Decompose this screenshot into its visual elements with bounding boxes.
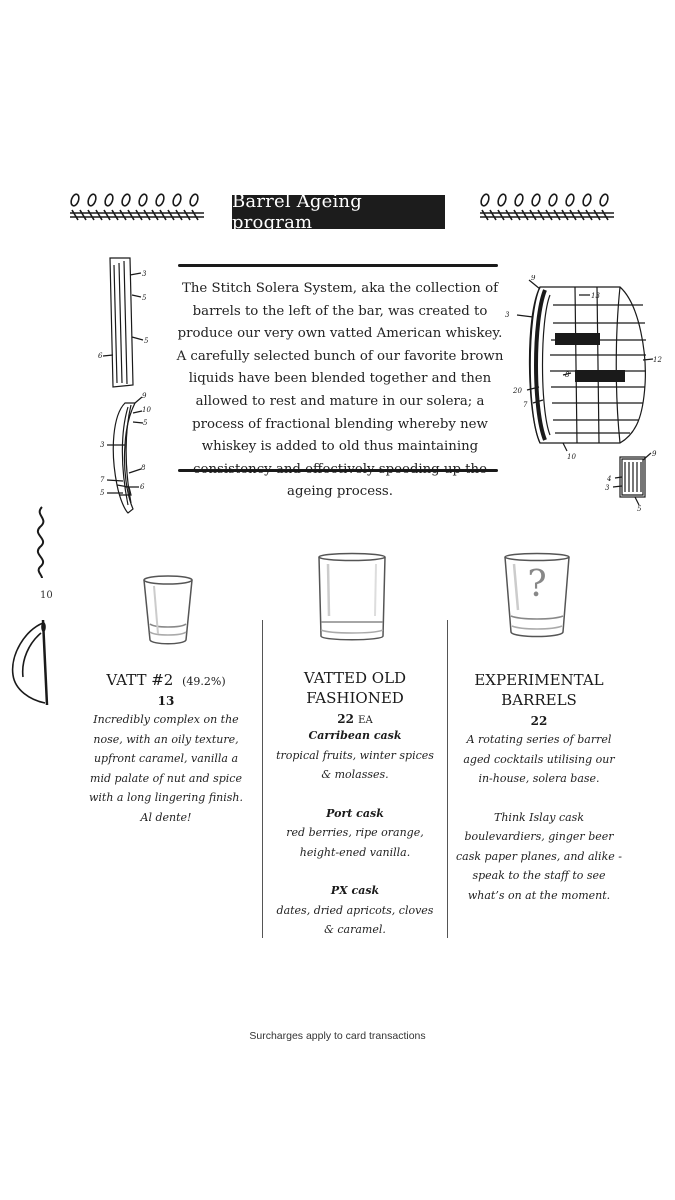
shot-glass-icon (140, 574, 196, 648)
svg-text:6: 6 (140, 483, 145, 491)
drink-description: Incredibly complex on the nose, with an oily texture, upfront caramel, vanilla a mid palate of nut and spice with a long lingering finish. Al dente! (89, 713, 243, 824)
cask-notes: dates, dried apricots, cloves & caramel. (276, 903, 434, 936)
cask-name: PX cask (330, 884, 380, 897)
cask-notes: red berries, ripe orange, height-ened vanilla. (286, 826, 424, 859)
svg-text:3: 3 (100, 441, 105, 449)
svg-text:10: 10 (567, 453, 576, 461)
svg-text:10: 10 (142, 406, 151, 414)
svg-text:4: 4 (607, 475, 612, 483)
drink-card-vatt (82, 670, 250, 827)
drink-title (82, 670, 250, 692)
svg-text:5: 5 (100, 489, 105, 497)
needle-thread-ornament (5, 615, 55, 710)
cask-notes: tropical fruits, winter spices & molasses. (276, 748, 434, 781)
cask-name: Port cask (326, 806, 384, 820)
svg-text:3: 3 (142, 270, 147, 278)
column-divider-1 (262, 620, 263, 938)
svg-text:13: 13 (591, 292, 600, 300)
svg-text:5: 5 (144, 337, 149, 345)
price-unit: EA (358, 715, 373, 726)
svg-text:7: 7 (100, 476, 105, 484)
svg-text:6: 6 (98, 352, 103, 360)
stitch-ornament-right (478, 190, 618, 222)
svg-text:8: 8 (565, 371, 570, 379)
svg-text:20: 20 (513, 387, 522, 395)
question-mark: ? (527, 564, 547, 605)
drink-name: VATTED OLD FASHIONED (303, 669, 407, 707)
drink-abv: (49.2%) (182, 675, 226, 688)
svg-text:5: 5 (143, 419, 148, 427)
cask-name: Carribean cask (308, 729, 402, 742)
stitch-ornament-left (68, 190, 208, 222)
drink-name: EXPERIMENTAL BARRELS (474, 671, 604, 709)
drink-card-vatted-old-fashioned (270, 668, 440, 940)
column-divider-2 (447, 620, 448, 938)
svg-text:5: 5 (142, 294, 147, 302)
svg-text:7: 7 (523, 401, 528, 409)
drink-description: A rotating series of barrel aged cocktails utilising our in-house, solera base. (463, 733, 615, 785)
drink-price: 22 (530, 714, 548, 728)
squiggle-ornament (30, 505, 55, 580)
svg-text:3: 3 (505, 311, 510, 319)
svg-text:12: 12 (653, 356, 662, 364)
intro-rule-bottom (178, 469, 498, 472)
svg-text:9: 9 (142, 392, 147, 400)
svg-text:3: 3 (605, 484, 610, 492)
barrel-cross-section-illustration (505, 275, 670, 515)
footer-note: Surcharges apply to card transactions (249, 1030, 426, 1042)
drink-name: VATT #2 (106, 671, 174, 689)
intro-text: The Stitch Solera System, aka the collection of barrels to the left of the bar, was created to produce our very own vatted American whiskey. A carefully selected bunch of our favorite brown liquids have been blended together and then allowed to rest and mature in our solera; a process of fractional blending whereby new whiskey is added to old thus maintaining ageing process. (176, 281, 504, 500)
svg-text:9: 9 (652, 450, 657, 458)
drink-card-experimental-barrels (455, 670, 623, 905)
drink-price (270, 712, 440, 726)
svg-text:5: 5 (637, 505, 642, 513)
price-value: 22 (337, 712, 354, 726)
svg-text:9: 9 (531, 275, 536, 282)
rocks-glass-icon (316, 552, 388, 644)
page-number: 10 (40, 590, 53, 601)
drink-price: 13 (157, 694, 175, 708)
intro-rule-top (178, 264, 498, 267)
svg-text:8: 8 (141, 464, 146, 472)
tumbler-glass-icon (502, 552, 572, 640)
barrel-stave-illustration (95, 255, 155, 520)
drink-description-extra: Think Islay cask boulevardiers, ginger beer cask paper planes, and alike - speak to the staff to see what’s on at the moment. (456, 810, 622, 902)
section-title: Barrel Ageing program (232, 195, 445, 229)
